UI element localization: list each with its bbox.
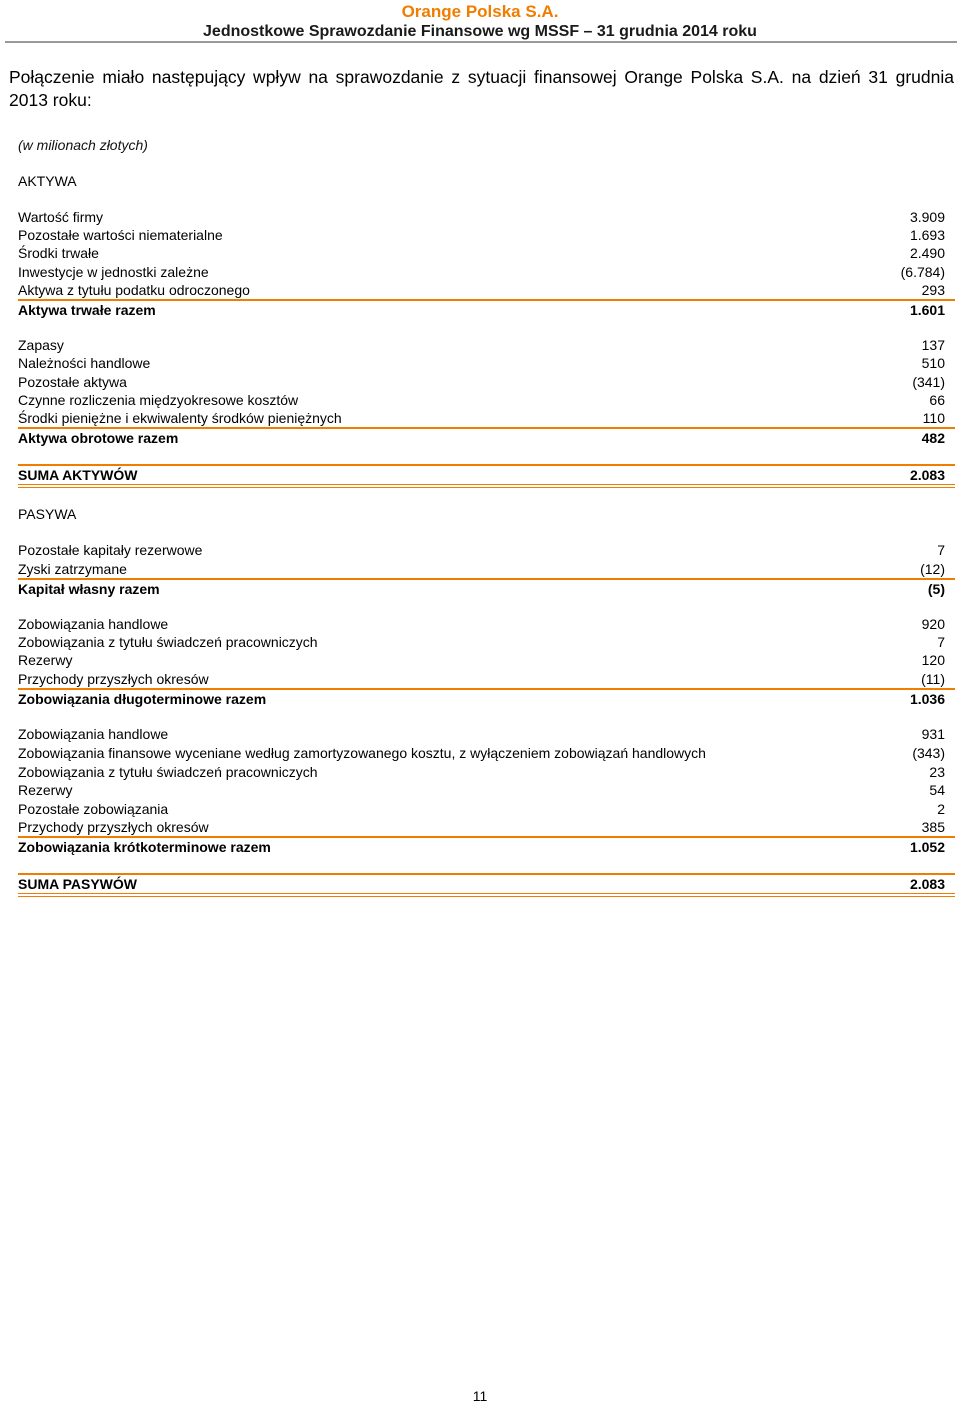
row-label: Zapasy: [18, 337, 64, 354]
row-value: 1.036: [909, 690, 945, 707]
statement-row: [18, 244, 955, 262]
row-value: (12): [920, 560, 945, 577]
row-value: 66: [929, 391, 945, 408]
row-label: Zobowiązania handlowe: [18, 725, 169, 742]
statement-row: [18, 670, 955, 688]
row-value: 2: [937, 800, 945, 817]
row-label: Pozostałe zobowiązania: [18, 800, 169, 817]
page-number: 11: [472, 1388, 488, 1404]
grand-total-row: [18, 873, 955, 897]
row-label: Aktywa trwałe razem: [18, 301, 156, 318]
row-label: Zobowiązania z tytułu świadczeń pracowniczych: [18, 764, 318, 781]
statement-row: [18, 373, 955, 391]
subtotal-row: [18, 836, 955, 856]
row-value: 23: [929, 764, 945, 781]
row-label: Pozostałe wartości niematerialne: [18, 227, 223, 244]
row-label: Środki trwałe: [18, 245, 99, 262]
row-value: 1.052: [909, 838, 945, 855]
short-term-liabilities: [18, 725, 955, 856]
row-label: Pozostałe aktywa: [18, 373, 127, 390]
row-value: 110: [922, 409, 945, 426]
subtotal-row: [18, 688, 955, 708]
row-label: Rezerwy: [18, 652, 73, 669]
statement-row: [18, 226, 955, 244]
company-name: Orange Polska S.A.: [401, 2, 559, 21]
subtotal-row: [18, 427, 955, 447]
row-value: 120: [921, 652, 945, 669]
statement-row: [18, 354, 955, 372]
page-header: [0, 0, 960, 41]
row-label: Aktywa obrotowe razem: [18, 430, 179, 447]
row-value: 54: [929, 782, 945, 799]
row-value: 2.083: [909, 876, 945, 893]
statement-row: [18, 725, 955, 743]
row-value: (341): [912, 373, 945, 390]
statement-row: [18, 743, 955, 763]
statement-row: [18, 818, 955, 836]
row-value: 2.083: [909, 467, 945, 484]
row-value: 482: [921, 430, 945, 447]
row-label: Zobowiązania krótkoterminowe razem: [18, 838, 271, 855]
non-current-assets: [18, 208, 955, 319]
long-term-liabilities: [18, 615, 955, 708]
row-value: (11): [921, 670, 945, 687]
row-value: 920: [921, 616, 945, 632]
row-label: SUMA AKTYWÓW: [18, 467, 138, 484]
row-value: 385: [921, 818, 945, 835]
row-label: Rezerwy: [18, 782, 73, 799]
subtotal-row: [18, 578, 955, 598]
row-value: (5): [927, 580, 945, 597]
statement-row: [18, 281, 955, 299]
row-label: Aktywa z tytułu podatku odroczonego: [18, 281, 250, 298]
row-value: (343): [912, 745, 945, 762]
statement-row: [18, 263, 955, 281]
statement-row: [18, 763, 955, 781]
row-label: Wartość firmy: [18, 209, 104, 225]
row-value: 2.490: [909, 245, 945, 262]
subtotal-row: [18, 299, 955, 319]
statement-row: [18, 336, 955, 354]
row-label: Zyski zatrzymane: [18, 560, 127, 577]
unit-note: (w milionach złotych): [18, 137, 148, 153]
statement-row: [18, 391, 955, 409]
statement-row: [18, 633, 955, 651]
row-value: 1.693: [909, 227, 945, 244]
equity: [18, 541, 955, 598]
grand-total-row: [18, 464, 955, 488]
statement-row: [18, 541, 955, 559]
row-label: Pozostałe kapitały rezerwowe: [18, 542, 203, 559]
statement-row: [18, 651, 955, 669]
row-value: 931: [921, 725, 945, 742]
intro-paragraph: Połączenie miało następujący wpływ na sprawozdanie z sytuacji finansowej Orange Polska S.A. na dzień 31 grudnia 2013 roku:: [9, 67, 954, 110]
row-label: Należności handlowe: [18, 355, 151, 372]
statement-row: [18, 800, 955, 818]
statement-row: [18, 409, 955, 427]
statement-row: [18, 560, 955, 578]
row-label: SUMA PASYWÓW: [18, 876, 137, 893]
row-label: Zobowiązania finansowe wyceniane według zamortyzowanego kosztu, z wyłączeniem zobowiązań handlowych: [18, 745, 706, 762]
financial-statement: [18, 136, 955, 897]
row-label: Środki pieniężne i ekwiwalenty środków pieniężnych: [18, 409, 342, 426]
row-value: 293: [921, 281, 945, 298]
row-value: (6.784): [900, 263, 945, 280]
row-label: Zobowiązania długoterminowe razem: [18, 690, 267, 707]
row-label: Zobowiązania handlowe: [18, 616, 169, 632]
statement-row: [18, 781, 955, 799]
row-value: 1.601: [909, 301, 945, 318]
row-label: Przychody przyszłych okresów: [18, 818, 209, 835]
row-value: 3.909: [909, 209, 945, 225]
current-assets: [18, 336, 955, 447]
row-label: Czynne rozliczenia międzyokresowe kosztów: [18, 391, 299, 408]
statement-row: [18, 615, 955, 633]
report-title: Jednostkowe Sprawozdanie Finansowe wg MSSF – 31 grudnia 2014 roku: [203, 23, 757, 40]
assets-heading: AKTYWA: [18, 173, 77, 189]
liabilities-heading: PASYWA: [18, 506, 77, 523]
row-label: Inwestycje w jednostki zależne: [18, 263, 209, 280]
row-value: 7: [937, 634, 945, 651]
header-divider: [5, 41, 957, 43]
statement-row: [18, 208, 955, 226]
row-label: Zobowiązania z tytułu świadczeń pracowniczych: [18, 634, 318, 651]
row-value: 510: [921, 355, 945, 372]
row-label: Przychody przyszłych okresów: [18, 670, 209, 687]
row-label: Kapitał własny razem: [18, 580, 160, 597]
row-value: 137: [921, 337, 945, 354]
row-value: 7: [937, 542, 945, 559]
